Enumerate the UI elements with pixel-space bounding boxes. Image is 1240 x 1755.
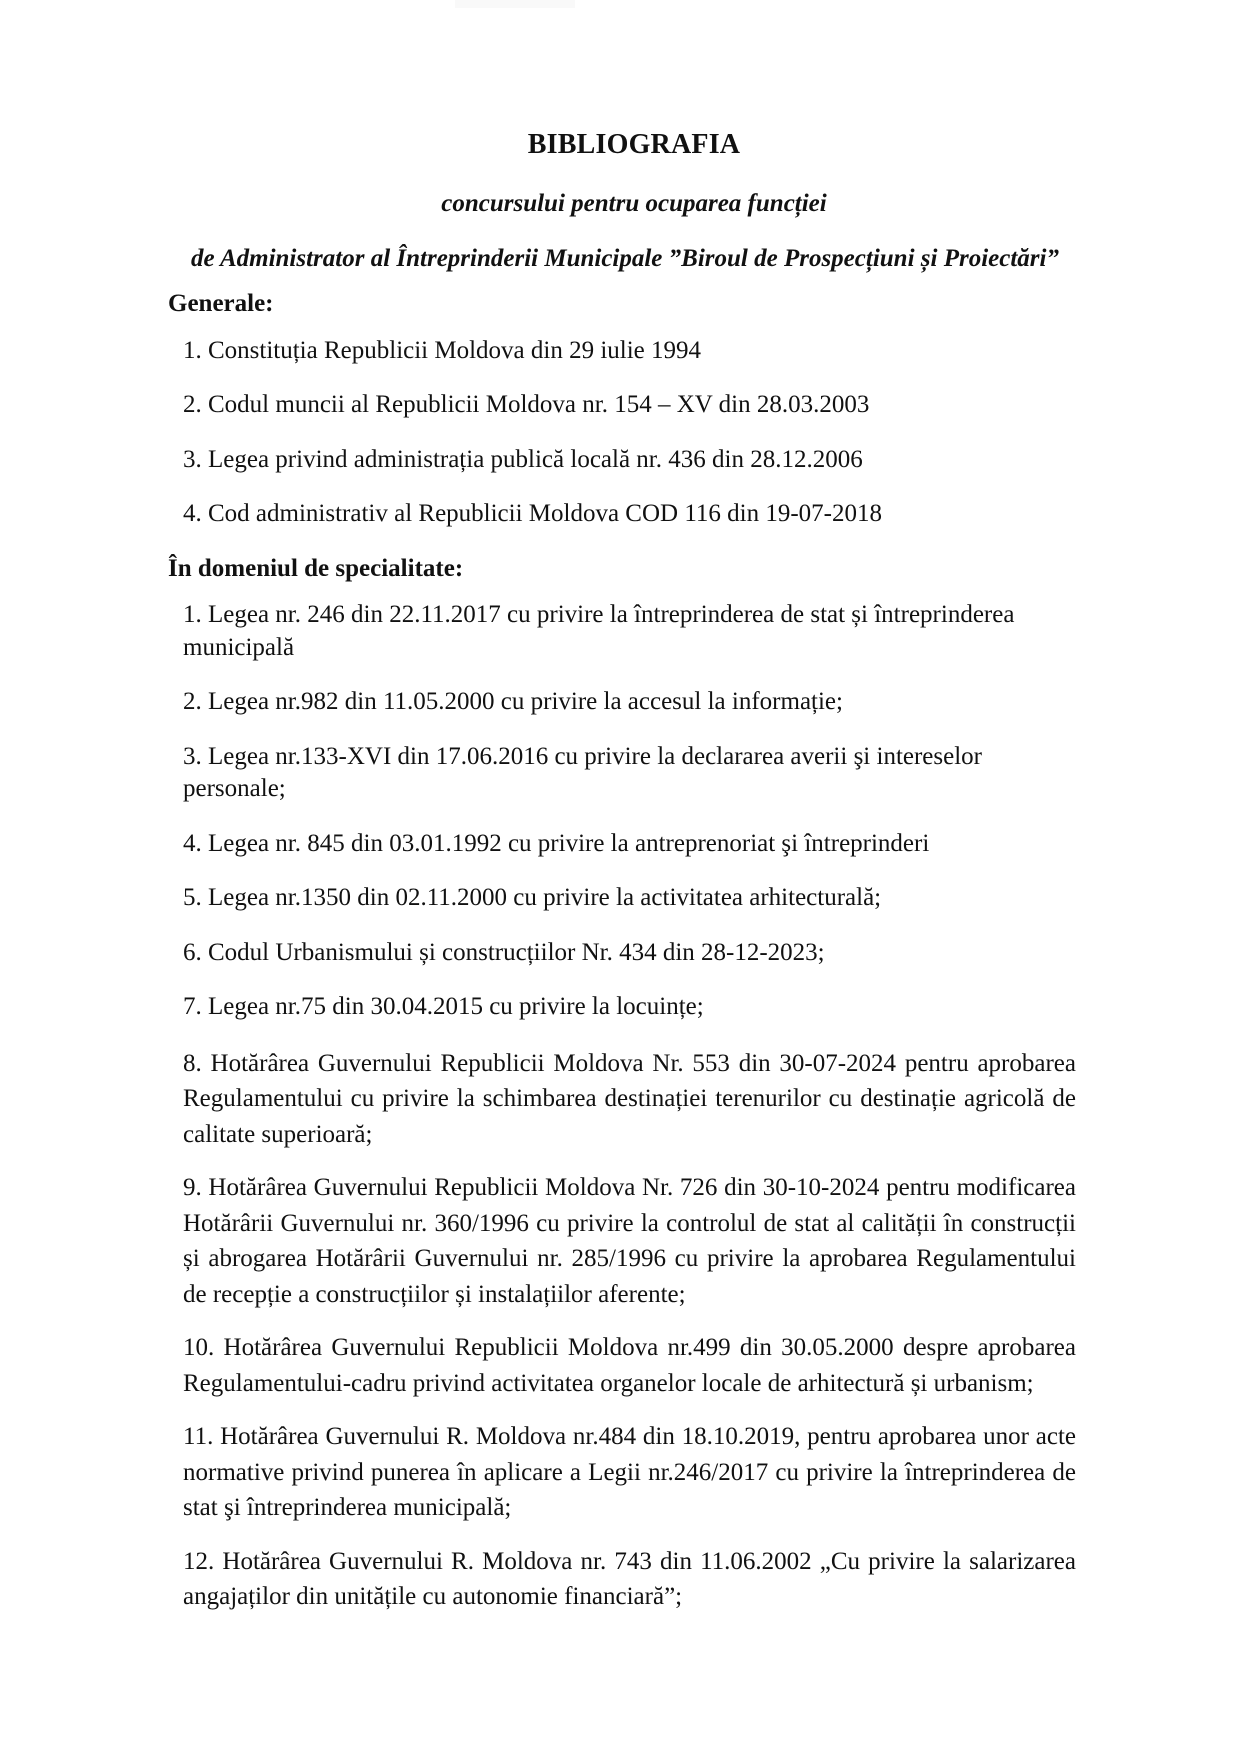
- list-item: 2. Legea nr.982 din 11.05.2000 cu privire la accesul la informație;: [183, 688, 843, 716]
- list-item: 7. Legea nr.75 din 30.04.2015 cu privire la locuințe;: [183, 993, 704, 1021]
- list-item: 1. Constituția Republicii Moldova din 29 iulie 1994: [183, 336, 702, 364]
- list-item: 3. Legea nr.133-XVI din 17.06.2016 cu privire la declararea averii şi intereselor personale;: [183, 742, 982, 803]
- list-generale: [168, 335, 1076, 531]
- document-subtitle: concursului pentru ocuparea funcției: [441, 189, 827, 217]
- list-item: 2. Codul muncii al Republicii Moldova nr. 154 – XV din 28.03.2003: [183, 391, 870, 419]
- list-item: 3. Legea privind administrația publică locală nr. 436 din 28.12.2006: [183, 445, 863, 473]
- document-subtitle-secondary: de Administrator al Întreprinderii Municipale ”Biroul de Prospecțiuni și Proiectări”: [191, 244, 1059, 272]
- list-item: 12. Hotărârea Guvernului R. Moldova nr. 743 din 11.06.2002 „Cu privire la salarizarea angajaților din unitățile cu autonomie financiară”;: [183, 1547, 1076, 1611]
- list-item: 9. Hotărârea Guvernului Republicii Moldova Nr. 726 din 30-10-2024 pentru modificarea Hotărârii Guvernului nr. 360/1996 cu privire la controlul de stat al calității în construcții și abrogarea Hotărârii Guvernului nr. 285/1996 cu privire la aprobarea Regulamentului de recepție a construcțiilor și instalațiilor aferente;: [183, 1174, 1076, 1308]
- section-heading-specialitate: În domeniul de specialitate:: [168, 554, 464, 582]
- section-heading-generale: Generale:: [168, 290, 274, 318]
- scan-artifact: [455, 0, 575, 8]
- list-item: 4. Legea nr. 845 din 03.01.1992 cu privire la antreprenoriat şi întreprinderi: [183, 829, 930, 857]
- list-item: 11. Hotărârea Guvernului R. Moldova nr.484 din 18.10.2019, pentru aprobarea unor acte normative privind punerea în aplicare a Legii nr.246/2017 cu privire la întreprinderea de stat şi întreprinderea municipală;: [183, 1423, 1076, 1522]
- list-item: 4. Cod administrativ al Republicii Moldova COD 116 din 19-07-2018: [183, 500, 883, 528]
- list-item: 8. Hotărârea Guvernului Republicii Moldova Nr. 553 din 30-07-2024 pentru aprobarea Regulamentului cu privire la schimbarea destinației terenurilor cu destinație agricolă de calitate superioară;: [183, 1049, 1076, 1148]
- list-item: 6. Codul Urbanismului și construcțiilor Nr. 434 din 28-12-2023;: [183, 938, 825, 966]
- page-title: BIBLIOGRAFIA: [527, 129, 741, 160]
- list-specialitate: [168, 599, 1076, 1615]
- list-item: 1. Legea nr. 246 din 22.11.2017 cu privire la întreprinderea de stat și întreprinderea municipală: [183, 601, 1015, 661]
- list-item: 5. Legea nr.1350 din 02.11.2000 cu privire la activitatea arhitecturală;: [183, 884, 882, 912]
- list-item: 10. Hotărârea Guvernului Republicii Moldova nr.499 din 30.05.2000 despre aprobarea Regulamentului-cadru privind activitatea organelor locale de arhitectură și urbanism;: [183, 1334, 1076, 1397]
- document-body: [168, 128, 1076, 1615]
